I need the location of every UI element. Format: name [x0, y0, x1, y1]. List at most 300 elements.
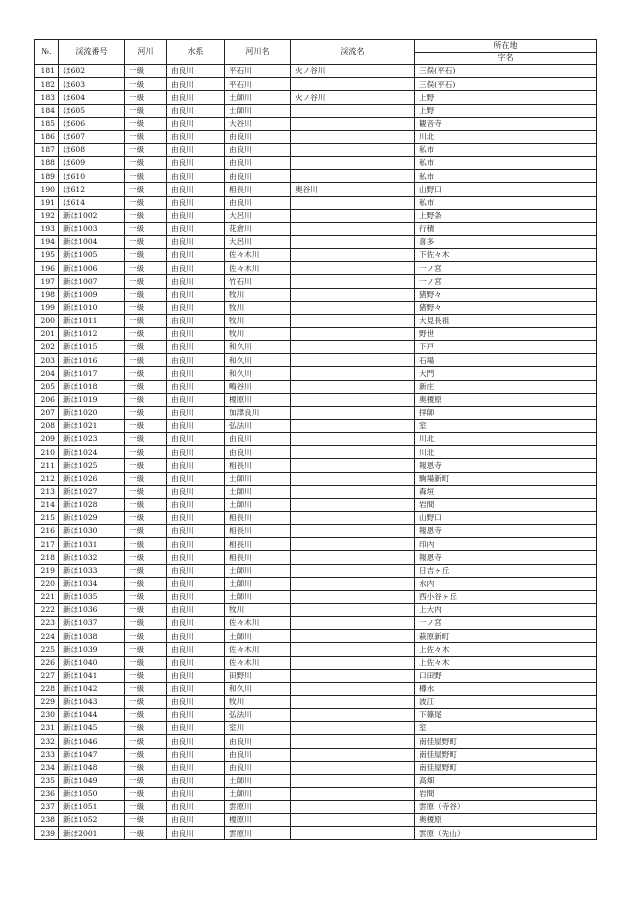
- cell-river-grade: 一級: [125, 511, 167, 524]
- cell-stream-name: [291, 787, 415, 800]
- cell-river-name: 弘法川: [225, 709, 291, 722]
- cell-water-system: 由良川: [167, 656, 225, 669]
- cell-river-name: 相長川: [225, 551, 291, 564]
- cell-river-grade: 一級: [125, 761, 167, 774]
- cell-aza-name: 岩間: [415, 498, 597, 511]
- cell-river-grade: 一級: [125, 262, 167, 275]
- cell-no: 184: [35, 104, 59, 117]
- cell-river-name: 和久川: [225, 682, 291, 695]
- cell-no: 210: [35, 446, 59, 459]
- cell-river-name: 相長川: [225, 538, 291, 551]
- cell-stream-number: 新ほ1009: [59, 288, 125, 301]
- table-row: [35, 814, 597, 827]
- cell-stream-number: 新ほ1023: [59, 433, 125, 446]
- table-row: [35, 761, 597, 774]
- cell-aza-name: 高畑: [415, 774, 597, 787]
- table-row: [35, 354, 597, 367]
- cell-river-name: 平石川: [225, 65, 291, 78]
- cell-river-grade: 一級: [125, 525, 167, 538]
- cell-aza-name: 三俣(平石): [415, 65, 597, 78]
- cell-stream-number: 新ほ1034: [59, 577, 125, 590]
- cell-no: 238: [35, 814, 59, 827]
- cell-river-grade: 一級: [125, 117, 167, 130]
- cell-water-system: 由良川: [167, 459, 225, 472]
- cell-no: 222: [35, 603, 59, 616]
- table-row: [35, 222, 597, 235]
- cell-water-system: 由良川: [167, 262, 225, 275]
- cell-stream-name: [291, 236, 415, 249]
- cell-no: 229: [35, 695, 59, 708]
- cell-river-name: 由良川: [225, 446, 291, 459]
- cell-water-system: 由良川: [167, 196, 225, 209]
- cell-stream-name: [291, 735, 415, 748]
- cell-stream-number: ほ610: [59, 170, 125, 183]
- cell-river-grade: 一級: [125, 722, 167, 735]
- cell-aza-name: 日吉ヶ丘: [415, 564, 597, 577]
- cell-aza-name: 室: [415, 722, 597, 735]
- cell-no: 208: [35, 419, 59, 432]
- table-row: [35, 91, 597, 104]
- cell-water-system: 由良川: [167, 761, 225, 774]
- cell-stream-name: [291, 511, 415, 524]
- cell-water-system: 由良川: [167, 827, 225, 840]
- cell-no: 218: [35, 551, 59, 564]
- cell-aza-name: 報恩寺: [415, 525, 597, 538]
- cell-river-name: 土師川: [225, 485, 291, 498]
- cell-aza-name: 一ノ宮: [415, 617, 597, 630]
- cell-stream-number: 新ほ1024: [59, 446, 125, 459]
- cell-river-name: 室川: [225, 722, 291, 735]
- cell-stream-number: 新ほ1044: [59, 709, 125, 722]
- cell-stream-name: 火ノ谷川: [291, 65, 415, 78]
- cell-water-system: 由良川: [167, 65, 225, 78]
- cell-water-system: 由良川: [167, 722, 225, 735]
- cell-aza-name: 私市: [415, 170, 597, 183]
- cell-river-grade: 一級: [125, 617, 167, 630]
- cell-water-system: 由良川: [167, 209, 225, 222]
- cell-river-name: 花倉川: [225, 222, 291, 235]
- cell-no: 185: [35, 117, 59, 130]
- cell-aza-name: 猪野々: [415, 301, 597, 314]
- cell-aza-name: 新庄: [415, 380, 597, 393]
- cell-stream-name: [291, 104, 415, 117]
- table-row: [35, 170, 597, 183]
- cell-river-grade: 一級: [125, 709, 167, 722]
- cell-stream-name: [291, 656, 415, 669]
- cell-aza-name: 上野: [415, 91, 597, 104]
- cell-water-system: 由良川: [167, 695, 225, 708]
- cell-aza-name: 雲原（寺谷）: [415, 801, 597, 814]
- cell-stream-number: ほ604: [59, 91, 125, 104]
- cell-stream-name: [291, 314, 415, 327]
- cell-stream-number: 新ほ1039: [59, 643, 125, 656]
- cell-stream-name: [291, 748, 415, 761]
- cell-no: 215: [35, 511, 59, 524]
- cell-no: 195: [35, 249, 59, 262]
- cell-river-grade: 一級: [125, 577, 167, 590]
- cell-river-name: 土師川: [225, 472, 291, 485]
- cell-river-name: 弘法川: [225, 419, 291, 432]
- cell-river-name: 土師川: [225, 498, 291, 511]
- cell-no: 190: [35, 183, 59, 196]
- cell-no: 193: [35, 222, 59, 235]
- cell-no: 182: [35, 78, 59, 91]
- cell-river-name: 榎原川: [225, 393, 291, 406]
- table-body: [35, 65, 597, 840]
- cell-aza-name: 報恩寺: [415, 551, 597, 564]
- cell-stream-name: 奥谷川: [291, 183, 415, 196]
- cell-river-name: 和久川: [225, 367, 291, 380]
- cell-river-name: 由良川: [225, 748, 291, 761]
- cell-water-system: 由良川: [167, 643, 225, 656]
- table-row: [35, 196, 597, 209]
- cell-aza-name: 室: [415, 419, 597, 432]
- table-row: [35, 157, 597, 170]
- cell-stream-name: [291, 459, 415, 472]
- cell-stream-number: 新ほ1020: [59, 406, 125, 419]
- cell-water-system: 由良川: [167, 538, 225, 551]
- cell-stream-name: [291, 170, 415, 183]
- table-row: [35, 630, 597, 643]
- table-row: [35, 827, 597, 840]
- cell-river-grade: 一級: [125, 590, 167, 603]
- header-stream-name: 渓流名: [291, 40, 415, 65]
- cell-no: 230: [35, 709, 59, 722]
- cell-river-name: 鴫谷川: [225, 380, 291, 393]
- table-row: [35, 695, 597, 708]
- cell-stream-number: 新ほ1049: [59, 774, 125, 787]
- cell-aza-name: 大見長祖: [415, 314, 597, 327]
- cell-river-grade: 一級: [125, 814, 167, 827]
- table-row: [35, 328, 597, 341]
- cell-no: 197: [35, 275, 59, 288]
- cell-stream-number: 新ほ1046: [59, 735, 125, 748]
- header-location: 所在地: [415, 40, 597, 53]
- cell-water-system: 由良川: [167, 341, 225, 354]
- table-row: [35, 735, 597, 748]
- cell-no: 239: [35, 827, 59, 840]
- cell-stream-name: [291, 196, 415, 209]
- cell-stream-number: ほ612: [59, 183, 125, 196]
- cell-river-name: 土師川: [225, 577, 291, 590]
- table-row: [35, 472, 597, 485]
- cell-no: 201: [35, 328, 59, 341]
- cell-aza-name: 私市: [415, 157, 597, 170]
- cell-river-grade: 一級: [125, 65, 167, 78]
- cell-water-system: 由良川: [167, 682, 225, 695]
- table-row: [35, 301, 597, 314]
- cell-river-grade: 一級: [125, 275, 167, 288]
- cell-stream-number: 新ほ1036: [59, 603, 125, 616]
- cell-aza-name: 奥榎原: [415, 393, 597, 406]
- cell-water-system: 由良川: [167, 617, 225, 630]
- header-stream-number: 渓流番号: [59, 40, 125, 65]
- cell-aza-name: 喜多: [415, 236, 597, 249]
- cell-aza-name: 野世: [415, 328, 597, 341]
- cell-river-name: 大谷川: [225, 117, 291, 130]
- table-row: [35, 130, 597, 143]
- cell-stream-number: 新ほ1032: [59, 551, 125, 564]
- cell-river-grade: 一級: [125, 472, 167, 485]
- cell-aza-name: 雲原（先山）: [415, 827, 597, 840]
- cell-stream-name: [291, 538, 415, 551]
- table-row: [35, 787, 597, 800]
- cell-stream-number: 新ほ1026: [59, 472, 125, 485]
- cell-stream-number: 新ほ1050: [59, 787, 125, 800]
- cell-stream-name: [291, 380, 415, 393]
- cell-river-name: 大呂川: [225, 236, 291, 249]
- cell-aza-name: 西小谷ヶ丘: [415, 590, 597, 603]
- cell-water-system: 由良川: [167, 91, 225, 104]
- header-river-name: 河川名: [225, 40, 291, 65]
- cell-stream-name: [291, 393, 415, 406]
- cell-river-grade: 一級: [125, 144, 167, 157]
- cell-river-name: 牧川: [225, 314, 291, 327]
- table-row: [35, 682, 597, 695]
- cell-aza-name: 行積: [415, 222, 597, 235]
- cell-stream-name: [291, 249, 415, 262]
- table-row: [35, 117, 597, 130]
- cell-stream-number: 新ほ1035: [59, 590, 125, 603]
- table-row: [35, 288, 597, 301]
- header-no: №.: [35, 40, 59, 65]
- cell-stream-number: 新ほ1047: [59, 748, 125, 761]
- cell-aza-name: 波江: [415, 695, 597, 708]
- cell-no: 219: [35, 564, 59, 577]
- cell-no: 209: [35, 433, 59, 446]
- cell-stream-number: 新ほ1040: [59, 656, 125, 669]
- cell-aza-name: 一ノ宮: [415, 262, 597, 275]
- cell-water-system: 由良川: [167, 354, 225, 367]
- cell-no: 225: [35, 643, 59, 656]
- cell-water-system: 由良川: [167, 380, 225, 393]
- cell-no: 231: [35, 722, 59, 735]
- cell-aza-name: 下戸: [415, 341, 597, 354]
- cell-water-system: 由良川: [167, 301, 225, 314]
- cell-stream-number: ほ602: [59, 65, 125, 78]
- cell-river-grade: 一級: [125, 78, 167, 91]
- cell-aza-name: 私市: [415, 196, 597, 209]
- cell-river-name: 土師川: [225, 91, 291, 104]
- cell-no: 203: [35, 354, 59, 367]
- cell-water-system: 由良川: [167, 288, 225, 301]
- cell-water-system: 由良川: [167, 603, 225, 616]
- cell-water-system: 由良川: [167, 577, 225, 590]
- cell-river-grade: 一級: [125, 328, 167, 341]
- cell-river-grade: 一級: [125, 236, 167, 249]
- cell-stream-name: [291, 590, 415, 603]
- cell-stream-name: [291, 577, 415, 590]
- cell-stream-number: 新ほ1006: [59, 262, 125, 275]
- cell-river-grade: 一級: [125, 170, 167, 183]
- cell-river-grade: 一級: [125, 130, 167, 143]
- cell-stream-name: [291, 801, 415, 814]
- cell-no: 224: [35, 630, 59, 643]
- cell-river-name: 土師川: [225, 564, 291, 577]
- table-row: [35, 104, 597, 117]
- header-aza-name: 字名: [415, 52, 597, 65]
- cell-water-system: 由良川: [167, 511, 225, 524]
- table-row: [35, 643, 597, 656]
- cell-river-grade: 一級: [125, 446, 167, 459]
- cell-aza-name: 大門: [415, 367, 597, 380]
- cell-water-system: 由良川: [167, 748, 225, 761]
- cell-stream-name: [291, 328, 415, 341]
- cell-aza-name: 山野口: [415, 511, 597, 524]
- cell-river-grade: 一級: [125, 485, 167, 498]
- table-row: [35, 393, 597, 406]
- cell-stream-name: [291, 709, 415, 722]
- cell-stream-number: 新ほ1025: [59, 459, 125, 472]
- cell-aza-name: 水内: [415, 577, 597, 590]
- cell-stream-number: 新ほ1012: [59, 328, 125, 341]
- cell-stream-number: 新ほ1004: [59, 236, 125, 249]
- cell-river-grade: 一級: [125, 787, 167, 800]
- cell-river-name: 竹石川: [225, 275, 291, 288]
- cell-river-name: 牧川: [225, 695, 291, 708]
- cell-water-system: 由良川: [167, 669, 225, 682]
- cell-river-name: 由良川: [225, 170, 291, 183]
- cell-no: 186: [35, 130, 59, 143]
- cell-stream-number: 新ほ1003: [59, 222, 125, 235]
- cell-river-name: 相長川: [225, 183, 291, 196]
- table-row: [35, 551, 597, 564]
- cell-water-system: 由良川: [167, 590, 225, 603]
- cell-stream-name: [291, 827, 415, 840]
- cell-water-system: 由良川: [167, 525, 225, 538]
- cell-stream-name: [291, 446, 415, 459]
- cell-no: 227: [35, 669, 59, 682]
- cell-no: 216: [35, 525, 59, 538]
- cell-aza-name: 印内: [415, 538, 597, 551]
- cell-river-name: 牧川: [225, 301, 291, 314]
- cell-no: 198: [35, 288, 59, 301]
- cell-river-name: 田野川: [225, 669, 291, 682]
- cell-water-system: 由良川: [167, 564, 225, 577]
- cell-stream-number: 新ほ1016: [59, 354, 125, 367]
- cell-no: 235: [35, 774, 59, 787]
- cell-water-system: 由良川: [167, 787, 225, 800]
- cell-river-grade: 一級: [125, 603, 167, 616]
- cell-stream-name: [291, 157, 415, 170]
- cell-water-system: 由良川: [167, 801, 225, 814]
- cell-no: 187: [35, 144, 59, 157]
- cell-stream-name: [291, 630, 415, 643]
- cell-stream-name: [291, 722, 415, 735]
- table-row: [35, 459, 597, 472]
- cell-stream-number: 新ほ1017: [59, 367, 125, 380]
- header-row-1: [35, 40, 597, 53]
- cell-aza-name: 拝師: [415, 406, 597, 419]
- cell-stream-number: 新ほ1051: [59, 801, 125, 814]
- table-row: [35, 603, 597, 616]
- cell-stream-number: 新ほ1005: [59, 249, 125, 262]
- cell-stream-number: 新ほ1029: [59, 511, 125, 524]
- cell-stream-name: [291, 669, 415, 682]
- cell-river-name: 由良川: [225, 130, 291, 143]
- cell-river-name: 佐々木川: [225, 617, 291, 630]
- cell-river-name: 由良川: [225, 761, 291, 774]
- cell-river-grade: 一級: [125, 682, 167, 695]
- table-row: [35, 656, 597, 669]
- cell-river-name: 榎原川: [225, 814, 291, 827]
- cell-no: 234: [35, 761, 59, 774]
- table-row: [35, 577, 597, 590]
- cell-stream-name: [291, 406, 415, 419]
- cell-water-system: 由良川: [167, 170, 225, 183]
- cell-stream-number: 新ほ1015: [59, 341, 125, 354]
- cell-river-name: 加津良川: [225, 406, 291, 419]
- cell-no: 204: [35, 367, 59, 380]
- table-header: [35, 40, 597, 65]
- cell-stream-name: [291, 603, 415, 616]
- cell-river-grade: 一級: [125, 774, 167, 787]
- table-row: [35, 669, 597, 682]
- cell-no: 207: [35, 406, 59, 419]
- cell-river-grade: 一級: [125, 630, 167, 643]
- cell-stream-name: [291, 367, 415, 380]
- cell-river-name: 土師川: [225, 590, 291, 603]
- cell-no: 211: [35, 459, 59, 472]
- cell-river-name: 雲原川: [225, 801, 291, 814]
- cell-water-system: 由良川: [167, 222, 225, 235]
- table-row: [35, 367, 597, 380]
- cell-river-name: 佐々木川: [225, 262, 291, 275]
- cell-stream-name: [291, 275, 415, 288]
- cell-river-grade: 一級: [125, 419, 167, 432]
- cell-water-system: 由良川: [167, 130, 225, 143]
- cell-stream-number: 新ほ1027: [59, 485, 125, 498]
- cell-river-grade: 一級: [125, 551, 167, 564]
- cell-aza-name: 上大内: [415, 603, 597, 616]
- cell-aza-name: 観音寺: [415, 117, 597, 130]
- cell-river-grade: 一級: [125, 196, 167, 209]
- cell-stream-number: 新ほ2001: [59, 827, 125, 840]
- cell-stream-name: [291, 144, 415, 157]
- cell-stream-number: 新ほ1011: [59, 314, 125, 327]
- cell-no: 191: [35, 196, 59, 209]
- cell-river-grade: 一級: [125, 367, 167, 380]
- cell-stream-number: 新ほ1007: [59, 275, 125, 288]
- cell-stream-number: 新ほ1018: [59, 380, 125, 393]
- cell-stream-number: 新ほ1038: [59, 630, 125, 643]
- header-water-system: 水系: [167, 40, 225, 65]
- table-row: [35, 65, 597, 78]
- cell-aza-name: 奥榎原: [415, 814, 597, 827]
- cell-stream-number: 新ほ1041: [59, 669, 125, 682]
- cell-river-name: 大呂川: [225, 209, 291, 222]
- cell-stream-number: 新ほ1031: [59, 538, 125, 551]
- cell-stream-number: ほ608: [59, 144, 125, 157]
- cell-no: 194: [35, 236, 59, 249]
- cell-stream-name: [291, 301, 415, 314]
- cell-water-system: 由良川: [167, 630, 225, 643]
- cell-no: 223: [35, 617, 59, 630]
- cell-river-grade: 一級: [125, 157, 167, 170]
- cell-water-system: 由良川: [167, 393, 225, 406]
- table-row: [35, 380, 597, 393]
- cell-river-name: 由良川: [225, 196, 291, 209]
- cell-water-system: 由良川: [167, 104, 225, 117]
- cell-river-name: 相長川: [225, 459, 291, 472]
- cell-no: 221: [35, 590, 59, 603]
- cell-stream-number: ほ603: [59, 78, 125, 91]
- table-row: [35, 446, 597, 459]
- cell-aza-name: 川北: [415, 433, 597, 446]
- cell-no: 233: [35, 748, 59, 761]
- cell-water-system: 由良川: [167, 236, 225, 249]
- cell-water-system: 由良川: [167, 446, 225, 459]
